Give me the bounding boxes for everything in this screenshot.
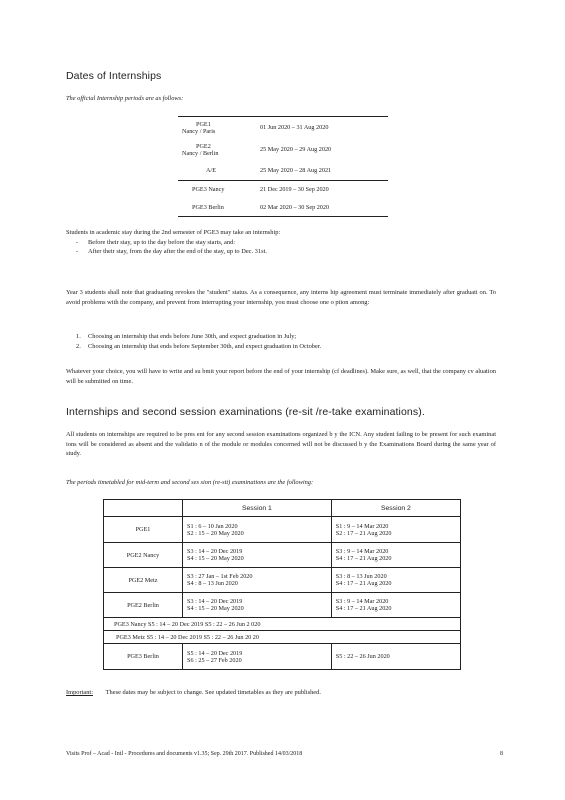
list-item: - Before their stay, up to the day before the stay starts, and: (66, 238, 496, 248)
table-cell-group: PGE2 Nancy (104, 543, 183, 568)
table-header-session2: Session 2 (331, 500, 460, 517)
table-cell-session1: S3 : 14 – 20 Dec 2019 S4 : 15 – 20 May 2020 (183, 593, 332, 618)
table-header-session1: Session 1 (183, 500, 332, 517)
table-cell-group: PGE3 Berlin (192, 203, 224, 211)
table-cell-group: PGE1 Nancy / Paris (182, 120, 216, 135)
page-number: 8 (500, 751, 503, 757)
academic-stay-paragraph: Students in academic stay during the 2nd semester of PGE3 may take an internship: - Before their stay, up to the day before the stay starts, and: - After their stay, from the day after the end of the stay, up to Dec. 31st. (66, 228, 496, 257)
exam-sessions-table (103, 499, 461, 670)
table-cell-session1: S3 : 27 Jan – 1st Feb 2020 S4 : 8 – 13 Jun 2020 (183, 568, 332, 593)
table-cell-group: PGE2 Metz (104, 568, 183, 593)
table-cell-session2: S1 : 9 – 14 Mar 2020 S2 : 17 – 21 Aug 2020 (331, 517, 460, 543)
table-cell-group: PGE3 Nancy (192, 186, 225, 194)
table-cell-group: PGE3 Berlin (104, 644, 183, 670)
table-cell-dates: 02 Mar 2020 – 30 Sep 2020 (260, 203, 330, 211)
report-paragraph: Whatever your choice, you will have to write and su bmit your report before the end of your internship (cf deadlines). Make sure, as well, that the company cv aluation will be submitted on time. (66, 368, 496, 385)
table-cell-session1: S3 : 14 – 20 Dec 2019 S4 : 15 – 20 May 2020 (183, 543, 332, 568)
important-text: These dates may be subject to change. See updated timetables as they are published. (105, 689, 321, 696)
table-cell-dates: 25 May 2020 – 29 Aug 2020 (260, 146, 332, 153)
exam-periods-intro: The periods timetabled for mid-term and second ses sion (re-sit) examinations are the following: (66, 479, 314, 486)
table-cell-group: PGE1 (104, 517, 183, 543)
internship-dates-table (178, 116, 388, 217)
graduation-paragraph: Year 3 students shall note that graduating revokes the "student" status. As a consequence, any interns hip agreement must terminate immediately after graduati on. To avoid problems with the company, and prevent from interrupting your internship, you must choose one o ption among: (66, 289, 496, 306)
list-item: 2. Choosing an internship that ends before September 30th, and expect graduation in October. (76, 342, 322, 350)
table-cell-session1: S1 : 6 – 10 Jan 2020 S2 : 15 – 20 May 2020 (183, 517, 332, 543)
table-cell-dates: 25 May 2020 – 28 Aug 2021 (260, 166, 332, 174)
table-cell-dates: 21 Dec 2019 – 30 Sep 2020 (260, 186, 329, 194)
table-row-pge3-nancy: PGE3 Nancy S5 : 14 – 20 Dec 2019 S5 : 22 – 26 Jun 2 020 (104, 618, 461, 631)
table-cell-group: PGE2 Berlin (104, 593, 183, 618)
table-cell-dates: 01 Jun 2020 – 31 Aug 2020 (260, 124, 329, 132)
table-header-empty (104, 500, 183, 517)
table-cell-group: A/E (206, 166, 216, 174)
intro-internship-periods: The official Internship periods are as follows: (66, 95, 184, 102)
important-note (66, 688, 321, 698)
table-cell-session2: S3 : 8 – 13 Jun 2020 S4 : 17 – 21 Aug 2020 (331, 568, 460, 593)
section-title-dates: Dates of Internships (66, 70, 162, 82)
table-cell-session2: S5 : 22 – 26 Jun 2020 (331, 644, 460, 670)
table-cell-session2: S3 : 9 – 14 Mar 2020 S4 : 17 – 21 Aug 2020 (331, 593, 460, 618)
table-cell-session1: S5 : 14 – 20 Dec 2019 S6 : 25 – 27 Feb 2020 (183, 644, 332, 670)
options-list (66, 332, 496, 351)
footer-text: Visits Prof – Acad - Intl - Procedures and documents v1.35; Sep. 29th 2017. Published 14/03/2018 (66, 751, 303, 757)
table-cell-group: PGE2 Nancy / Berlin (182, 142, 219, 157)
list-item: 1. Choosing an internship that ends before June 30th, and expect graduation in July; (76, 333, 297, 340)
table-cell-session2: S3 : 9 – 14 Mar 2020 S4 : 17 – 21 Aug 2020 (331, 543, 460, 568)
section-title-second-session: Internships and second session examinations (re-sit /re-take examinations). (66, 406, 425, 418)
important-label: Important: (66, 689, 93, 696)
list-item: - After their stay, from the day after the end of the stay, up to Dec. 31st. (66, 247, 496, 257)
resit-paragraph: All students on internships are required to be pres ent for any second session examinations organized b y the ICN. Any student failing to be present for such examinat ions will be considered as absent and the validatio n of the module or modules concerned will not be discussed b y the Examinations Board during the same year of study. (66, 431, 496, 457)
table-row-pge3-metz: PGE3 Metz S5 : 14 – 20 Dec 2019 S5 : 22 – 26 Jun 20 20 (104, 631, 461, 644)
